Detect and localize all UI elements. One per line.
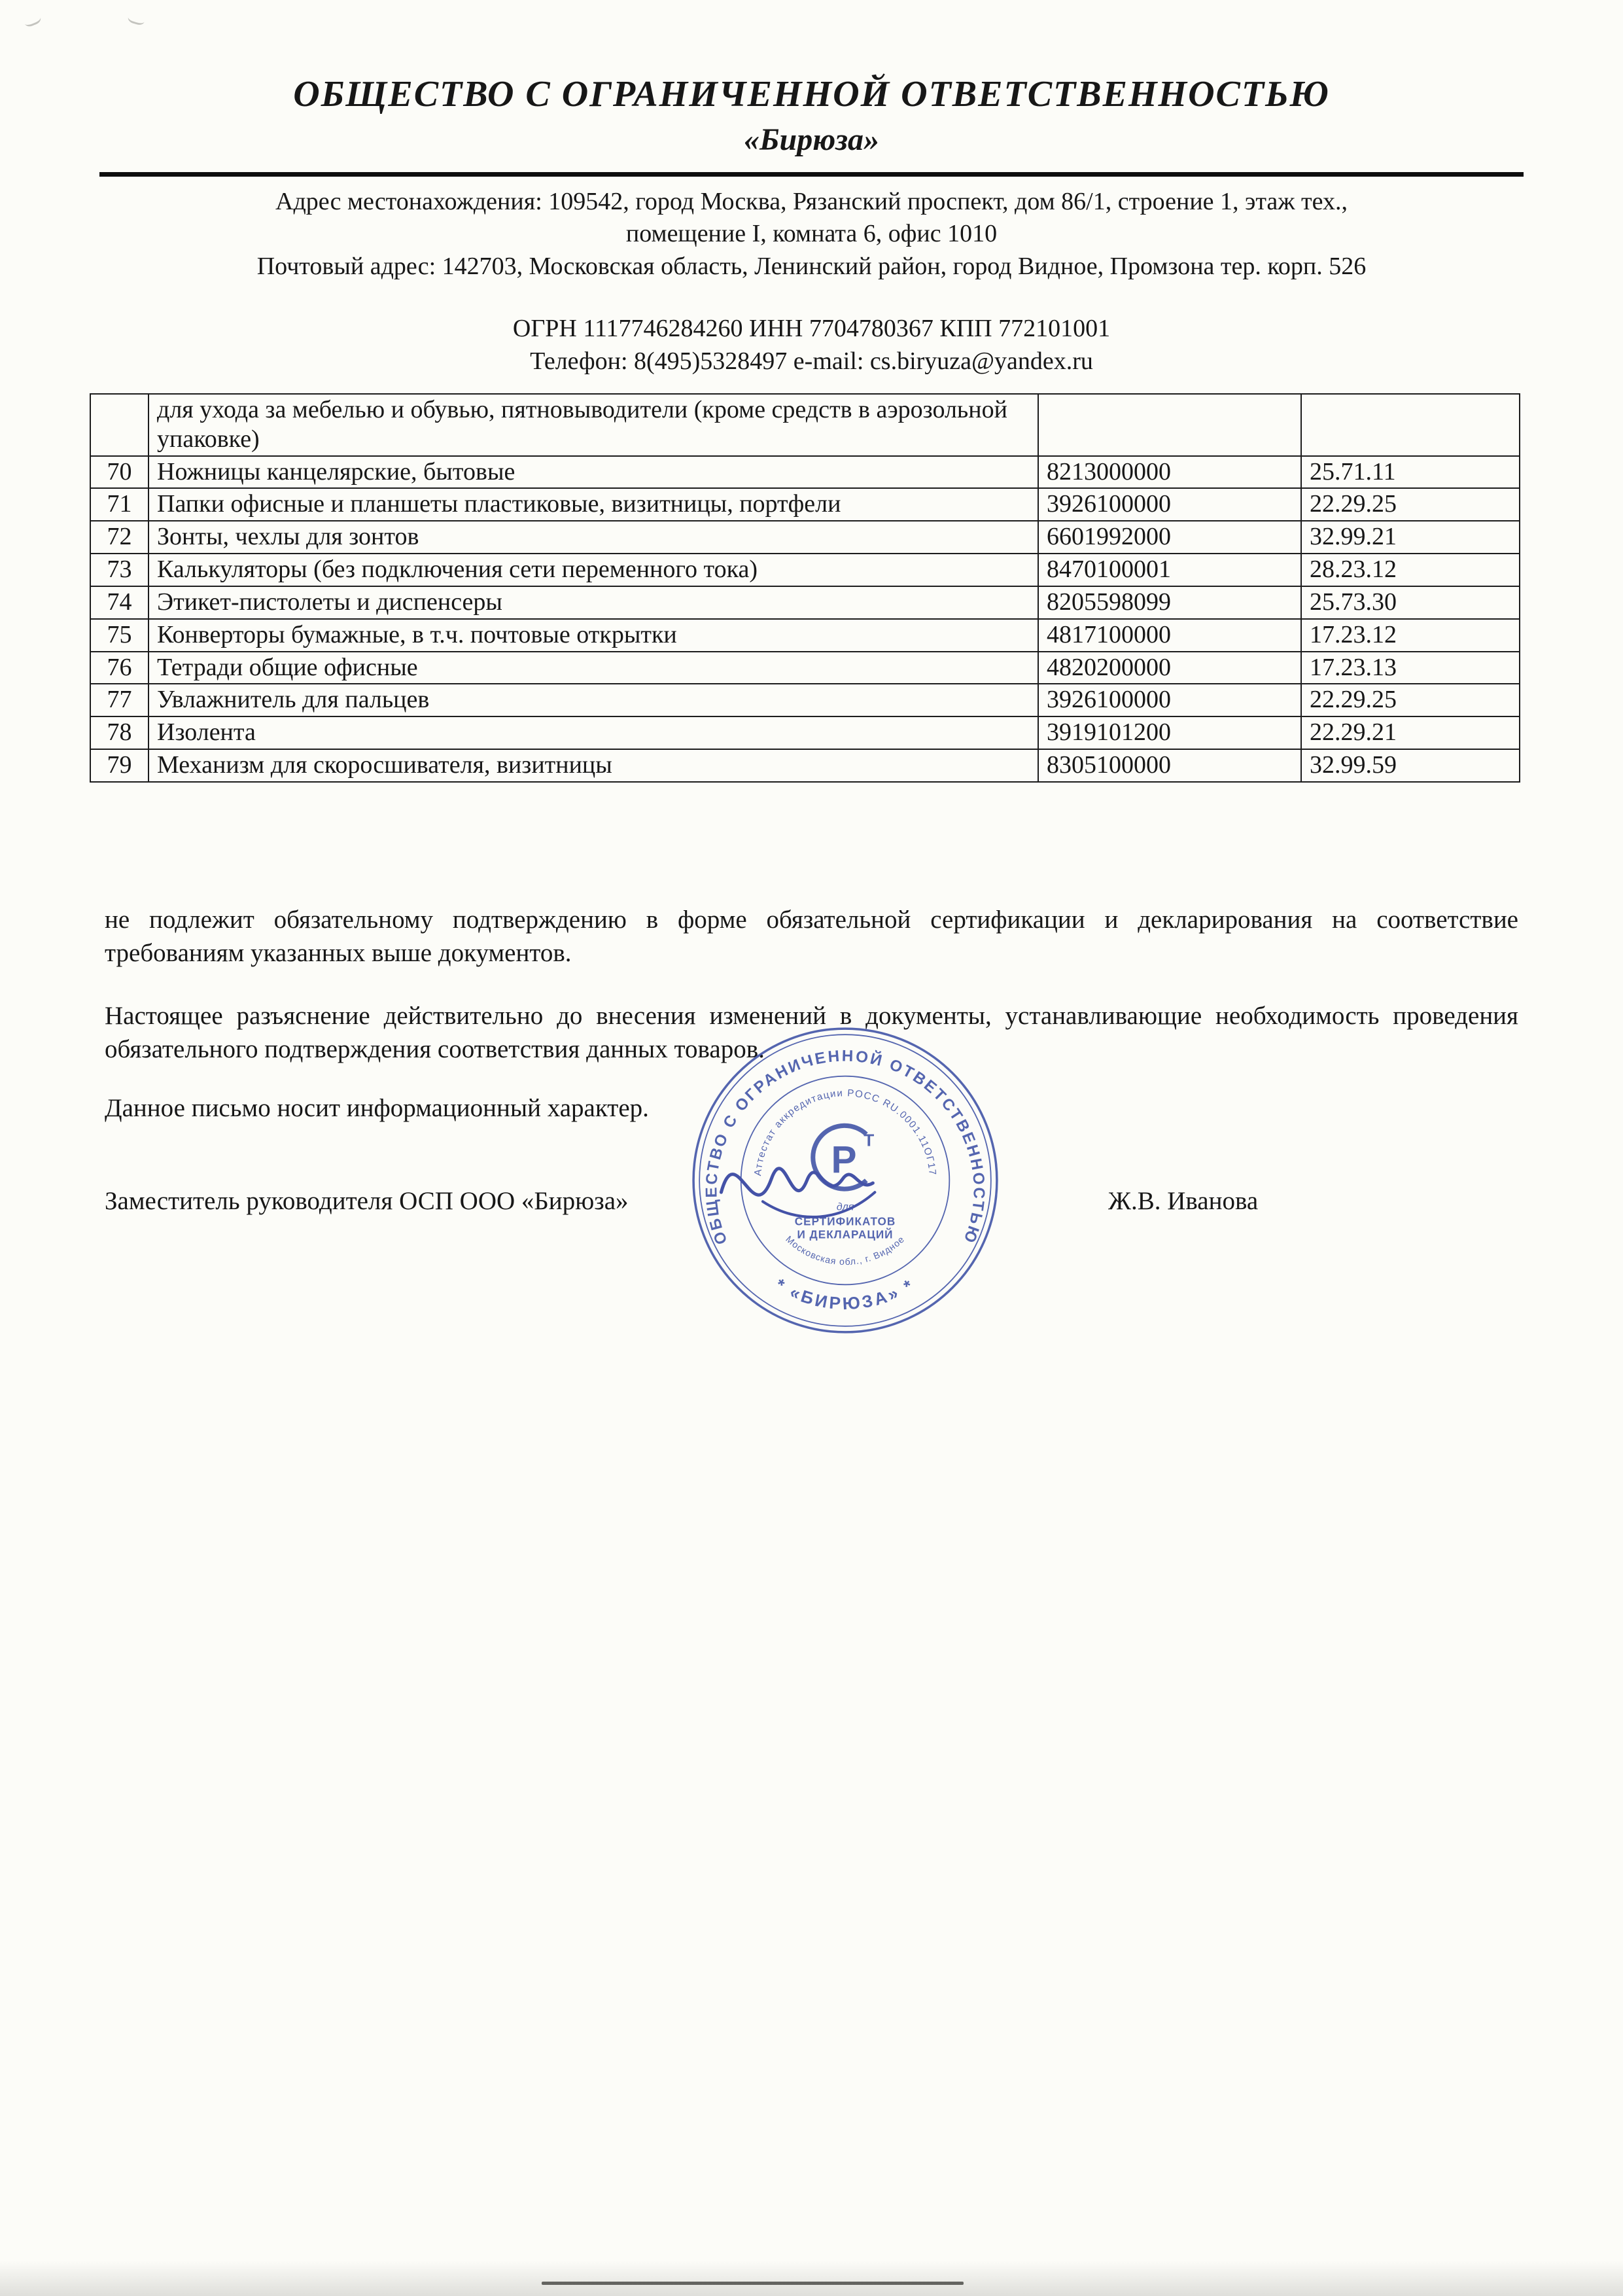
okpd-code-cell: 22.29.25 (1301, 488, 1520, 521)
okpd-code-cell: 17.23.12 (1301, 619, 1520, 652)
tn-ved-code-cell: 6601992000 (1038, 521, 1301, 554)
tn-ved-code-cell: 8213000000 (1038, 456, 1301, 489)
okpd-code-cell: 28.23.12 (1301, 554, 1520, 586)
product-name-cell: Этикет-пистолеты и диспенсеры (148, 586, 1038, 619)
company-seal (687, 1022, 1003, 1339)
okpd-code-cell: 17.23.13 (1301, 652, 1520, 684)
row-number-cell: 74 (90, 586, 148, 619)
clarification-paragraph-1: не подлежит обязательному подтверждению в форме обязательной сертификации и декларирования на соответствие требованиям указанных выше документов. (105, 905, 1518, 968)
product-name-cell: Ножницы канцелярские, бытовые (148, 456, 1038, 489)
okpd-code-cell: 32.99.59 (1301, 749, 1520, 782)
table-row (90, 394, 1520, 456)
contact-line: Телефон: 8(495)5328497 e-mail: cs.biryuza@yandex.ru (530, 347, 1093, 375)
product-name-cell: для ухода за мебелью и обувью, пятновыводители (кроме средств в аэрозольной упаковке) (148, 394, 1038, 456)
address-line-1: Адрес местонахождения: 109542, город Москва, Рязанский проспект, дом 86/1, строение 1, этаж тех., (275, 188, 1348, 215)
okpd-code-cell: 32.99.21 (1301, 521, 1520, 554)
product-name-cell: Зонты, чехлы для зонтов (148, 521, 1038, 554)
table-row (90, 749, 1520, 782)
clarification-paragraph-3: Данное письмо носит информационный характер. (105, 1093, 649, 1122)
table-row (90, 456, 1520, 489)
tn-ved-code-cell: 8305100000 (1038, 749, 1301, 782)
product-name-cell: Конверторы бумажные, в т.ч. почтовые открытки (148, 619, 1038, 652)
signature-position-title: Заместитель руководителя ОСП ООО «Бирюза» (105, 1187, 629, 1216)
okpd-code-cell: 22.29.21 (1301, 716, 1520, 749)
row-number-cell: 79 (90, 749, 148, 782)
seal-ring-text-bottom: * «БИРЮЗА» * (772, 1274, 918, 1314)
table-row (90, 554, 1520, 586)
svg-text:Р: Р (831, 1138, 857, 1181)
row-number-cell: 76 (90, 652, 148, 684)
seal-center-line-3: И ДЕКЛАРАЦИЙ (797, 1227, 894, 1241)
row-number-cell (90, 394, 148, 456)
seal-ring-text: ОБЩЕСТВО С ОГРАНИЧЕННОЙ ОТВЕТСТВЕННОСТЬЮ (703, 1047, 988, 1247)
table-row (90, 521, 1520, 554)
table-row (90, 716, 1520, 749)
product-name-cell: Увлажнитель для пальцев (148, 684, 1038, 716)
okpd-code-cell (1301, 394, 1520, 456)
table-row (90, 488, 1520, 521)
seal-location-text: Московская обл., г. Видное (784, 1233, 907, 1267)
spacer (0, 283, 1623, 313)
svg-text:Т: Т (864, 1130, 875, 1150)
row-number-cell: 75 (90, 619, 148, 652)
header-divider (99, 172, 1524, 177)
product-name-cell: Изолента (148, 716, 1038, 749)
table-row (90, 652, 1520, 684)
tn-ved-code-cell: 4817100000 (1038, 619, 1301, 652)
seal-accreditation-text: Аттестат аккредитации РОСС RU.0001.11ОГ17 (752, 1087, 938, 1176)
postal-address-line: Почтовый адрес: 142703, Московская область, Ленинский район, город Видное, Промзона тер. корп. 526 (256, 252, 1367, 280)
okpd-code-cell: 25.73.30 (1301, 586, 1520, 619)
address-line-2: помещение I, комната 6, офис 1010 (625, 220, 998, 248)
row-number-cell: 73 (90, 554, 148, 586)
table-row (90, 619, 1520, 652)
products-table (90, 393, 1520, 783)
signatory-name: Ж.В. Иванова (1108, 1187, 1259, 1216)
registration-numbers-line: ОГРН 1117746284260 ИНН 7704780367 КПП 772101001 (512, 315, 1111, 343)
row-number-cell: 77 (90, 684, 148, 716)
okpd-code-cell: 22.29.25 (1301, 684, 1520, 716)
tn-ved-code-cell: 3926100000 (1038, 684, 1301, 716)
table-row (90, 586, 1520, 619)
product-name-cell: Механизм для скоросшивателя, визитницы (148, 749, 1038, 782)
company-type-title: ОБЩЕСТВО С ОГРАНИЧЕННОЙ ОТВЕТСТВЕННОСТЬЮ (293, 74, 1330, 115)
tn-ved-code-cell (1038, 394, 1301, 456)
row-number-cell: 72 (90, 521, 148, 554)
tn-ved-code-cell: 8470100001 (1038, 554, 1301, 586)
scan-bottom-shadow (0, 2261, 1623, 2296)
seal-center-line-2: СЕРТИФИКАТОВ (794, 1214, 896, 1228)
row-number-cell: 70 (90, 456, 148, 489)
product-name-cell: Папки офисные и планшеты пластиковые, визитницы, портфели (148, 488, 1038, 521)
clarification-paragraph-2: Настоящее разъяснение действительно до внесения изменений в документы, устанавливающие необходимость проведения обязательного подтверждения соответствия данных товаров. (105, 1001, 1518, 1064)
table-row (90, 684, 1520, 716)
tn-ved-code-cell: 3926100000 (1038, 488, 1301, 521)
row-number-cell: 78 (90, 716, 148, 749)
seal-center-line-1: для (836, 1201, 854, 1213)
row-number-cell: 71 (90, 488, 148, 521)
product-name-cell: Калькуляторы (без подключения сети переменного тока) (148, 554, 1038, 586)
okpd-code-cell: 25.71.11 (1301, 456, 1520, 489)
tn-ved-code-cell: 3919101200 (1038, 716, 1301, 749)
tn-ved-code-cell: 8205598099 (1038, 586, 1301, 619)
company-name-title: «Бирюза» (744, 122, 879, 157)
letterhead-block (0, 186, 1623, 378)
tn-ved-code-cell: 4820200000 (1038, 652, 1301, 684)
product-name-cell: Тетради общие офисные (148, 652, 1038, 684)
